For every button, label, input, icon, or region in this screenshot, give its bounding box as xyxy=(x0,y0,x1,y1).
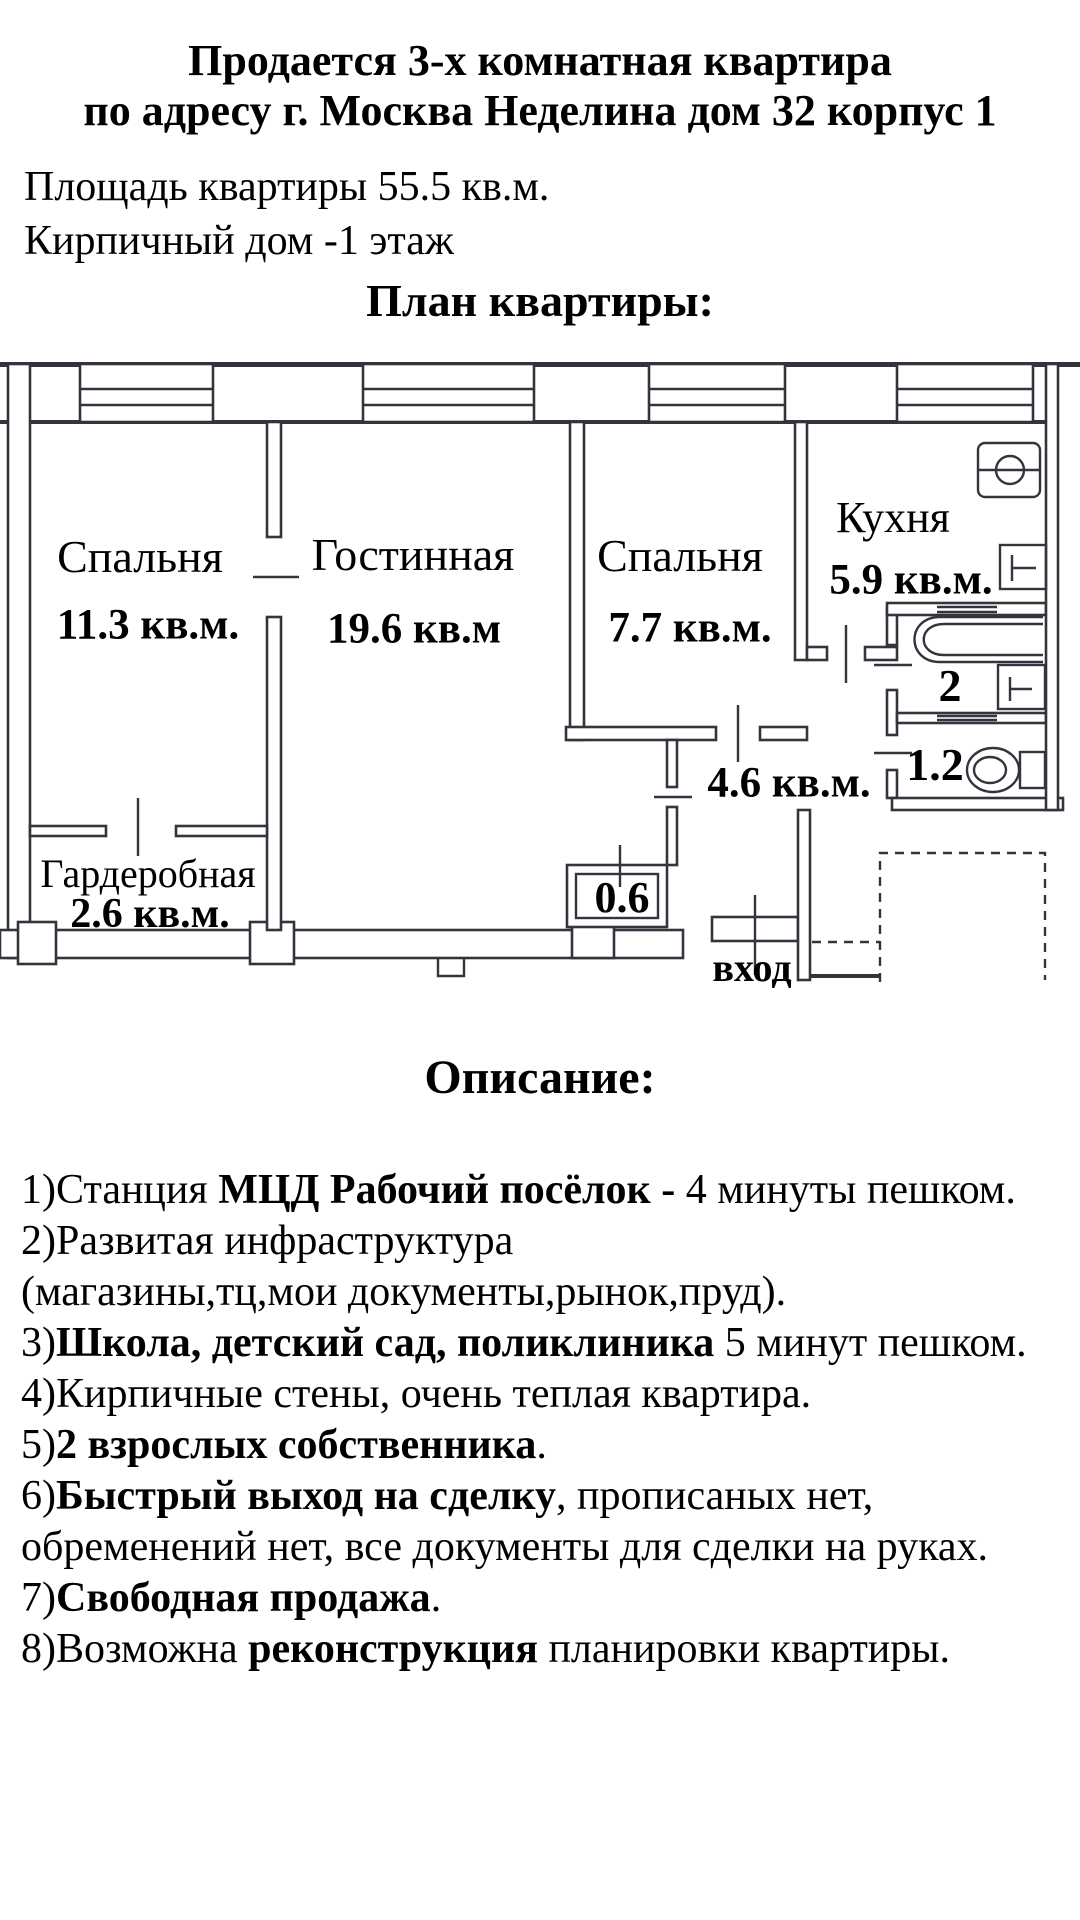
room-label-closet: 0.6 xyxy=(594,873,650,922)
room-label-hallway: 4.6 кв.м. xyxy=(707,759,871,807)
description-item: 3)Школа, детский сад, поликлиника 5 минут пешком. xyxy=(21,1320,1027,1366)
description-item: 4)Кирпичные стены, очень теплая квартира. xyxy=(21,1371,812,1417)
room-label-bedroom2-area: 7.7 кв.м. xyxy=(608,604,772,652)
description-item: обременений нет, все документы для сделки на руках. xyxy=(21,1524,988,1570)
description-list xyxy=(21,1165,1066,1675)
room-label-living-name: Гостинная xyxy=(311,529,515,580)
room-label-living-area: 19.6 кв.м xyxy=(326,605,502,653)
bathtub-icon xyxy=(915,617,1044,662)
room-label-kitchen-area: 5.9 кв.м. xyxy=(829,556,993,604)
room-label-bedroom1-area: 11.3 кв.м. xyxy=(56,601,240,649)
window-icon xyxy=(80,364,1033,422)
room-label-wc: 1.2 xyxy=(906,739,964,790)
room-label-wardrobe-name: Гардеробная xyxy=(40,851,256,896)
floor-plan xyxy=(0,350,1080,990)
stair-landing xyxy=(812,853,1045,982)
room-label-kitchen-name: Кухня xyxy=(836,493,950,542)
description-item: (магазины,тц,мои документы,рынок,пруд). xyxy=(21,1269,787,1315)
entrance-label: вход xyxy=(712,945,792,990)
room-label-bedroom1-name: Спальня xyxy=(57,531,223,582)
description-item: 2)Развитая инфраструктура xyxy=(21,1218,514,1264)
kitchen-sink-icon xyxy=(1000,545,1046,589)
washbasin-icon xyxy=(998,665,1045,709)
description-heading: Описание: xyxy=(424,1051,656,1104)
page-title xyxy=(0,36,1080,136)
description-item: 7)Свободная продажа. xyxy=(21,1575,442,1621)
info-area-line: Площадь квартиры 55.5 кв.м. xyxy=(24,164,550,210)
title-line-2: по адресу г. Москва Неделина дом 32 корпус 1 xyxy=(83,86,997,135)
room-label-wardrobe-area: 2.6 кв.м. xyxy=(70,891,230,937)
room-label-bedroom2-name: Спальня xyxy=(597,530,763,581)
plan-heading: План квартиры: xyxy=(366,275,714,326)
description-item: 8)Возможна реконструкция планировки квартиры. xyxy=(21,1626,951,1672)
description-item: 6)Быстрый выход на сделку, прописаных нет, xyxy=(21,1473,874,1519)
description-item: 1)Станция МЦД Рабочий посёлок - 4 минуты пешком. xyxy=(21,1167,1016,1213)
title-line-1: Продается 3-х комнатная квартира xyxy=(188,36,892,85)
toilet-icon xyxy=(967,748,1045,792)
room-label-bathroom: 2 xyxy=(938,660,962,711)
info-house-line: Кирпичный дом -1 этаж xyxy=(24,218,454,264)
apartment-info xyxy=(24,160,1054,268)
description-item: 5)2 взрослых собственника. xyxy=(21,1422,547,1468)
stove-icon xyxy=(978,443,1040,497)
